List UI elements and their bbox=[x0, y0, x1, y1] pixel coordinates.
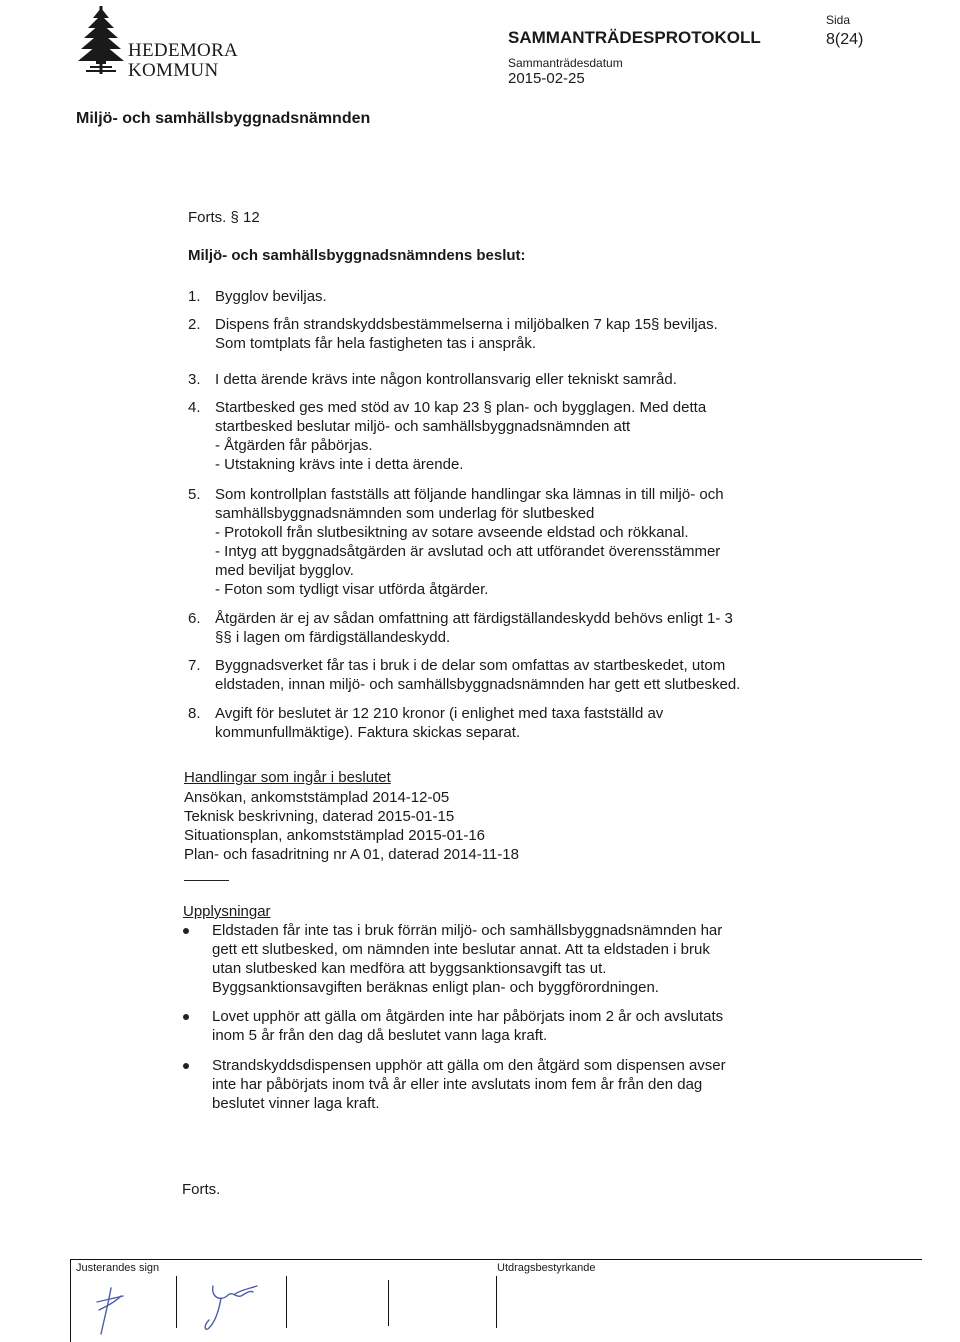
page-number: 8(24) bbox=[826, 31, 864, 48]
org-name-line2: KOMMUN bbox=[128, 60, 219, 81]
item-text-line: Byggnadsverket får tas i bruk i de delar som omfattas av startbeskedet, utom bbox=[215, 657, 726, 674]
spruce-tree-logo-icon bbox=[76, 6, 126, 74]
page-label: Sida bbox=[826, 13, 851, 27]
bullet-text-line: beslutet vinner laga kraft. bbox=[212, 1095, 380, 1112]
section-continuation: Forts. § 12 bbox=[188, 209, 260, 226]
item-text-line: eldstaden, innan miljö- och samhällsbyggnadsnämnden har gett ett slutbesked. bbox=[215, 676, 741, 693]
item-number: 4. bbox=[188, 399, 201, 416]
item-text-line: Bygglov beviljas. bbox=[215, 288, 327, 305]
item-number: 6. bbox=[188, 610, 201, 627]
committee-name: Miljö- och samhällsbyggnadsnämnden bbox=[76, 110, 371, 127]
meeting-date: 2015-02-25 bbox=[508, 70, 585, 87]
item-text-line: Som kontrollplan fastställs att följande handlingar ska lämnas in till miljö- och bbox=[215, 486, 724, 503]
attachment-item: Ansökan, ankomststämplad 2014-12-05 bbox=[184, 789, 450, 806]
info-heading: Upplysningar bbox=[183, 903, 271, 920]
bullet-text-line: gett ett slutbesked, om nämnden inte beslutar annat. Att ta eldstaden i bruk bbox=[212, 941, 710, 958]
item-text-line: - Protokoll från slutbesiktning av sotare avseende eldstad och rökkanal. bbox=[215, 524, 689, 541]
continuation-note: Forts. bbox=[182, 1181, 221, 1198]
item-text-line: §§ i lagen om färdigställandeskydd. bbox=[215, 629, 451, 646]
item-text-line: startbesked beslutar miljö- och samhällsbyggnadsnämnden att bbox=[215, 418, 631, 435]
item-text-line: I detta ärende krävs inte någon kontrollansvarig eller tekniskt samråd. bbox=[215, 371, 677, 388]
item-text-line: Som tomtplats får hela fastigheten tas i anspråk. bbox=[215, 335, 536, 352]
item-text-line: Avgift för beslutet är 12 210 kronor (i enlighet med taxa fastställd av bbox=[215, 705, 664, 722]
item-text-line: - Utstakning krävs inte i detta ärende. bbox=[215, 456, 464, 473]
item-text-line: med beviljat bygglov. bbox=[215, 562, 354, 579]
item-number: 5. bbox=[188, 486, 201, 503]
org-name-line1: HEDEMORA bbox=[128, 40, 239, 61]
meeting-date-label: Sammanträdesdatum bbox=[508, 56, 623, 70]
attachment-item: Situationsplan, ankomststämplad 2015-01-16 bbox=[184, 827, 486, 844]
document-type: SAMMANTRÄDESPROTOKOLL bbox=[508, 28, 761, 47]
sign-divider bbox=[496, 1276, 497, 1328]
item-number: 3. bbox=[188, 371, 201, 388]
item-number: 1. bbox=[188, 288, 201, 305]
bullet-dot-icon bbox=[183, 928, 189, 934]
bullet-text-line: Strandskyddsdispensen upphör att gälla om den åtgärd som dispensen avser bbox=[212, 1057, 726, 1074]
item-text-line: Åtgärden är ej av sådan omfattning att färdigställandeskydd behövs enligt 1- 3 bbox=[215, 610, 733, 627]
item-text-line: kommunfullmäktige). Faktura skickas separat. bbox=[215, 724, 521, 741]
item-number: 7. bbox=[188, 657, 201, 674]
item-text-line: Dispens från strandskyddsbestämmelserna i miljöbalken 7 kap 15§ beviljas. bbox=[215, 316, 718, 333]
item-number: 8. bbox=[188, 705, 201, 722]
bullet-text-line: Lovet upphör att gälla om åtgärden inte har påbörjats inom 2 år och avslutats bbox=[212, 1008, 724, 1025]
bullet-text-line: Byggsanktionsavgiften beräknas enligt plan- och byggförordningen. bbox=[212, 979, 659, 996]
decision-heading: Miljö- och samhällsbyggnadsnämndens beslut: bbox=[188, 247, 526, 264]
bullet-dot-icon bbox=[183, 1063, 189, 1069]
attachment-item: Teknisk beskrivning, daterad 2015-01-15 bbox=[184, 808, 455, 825]
bullet-text-line: Eldstaden får inte tas i bruk förrän miljö- och samhällsbyggnadsnämnden har bbox=[212, 922, 723, 939]
bullet-dot-icon bbox=[183, 1014, 189, 1020]
item-text-line: samhällsbyggnadsnämnden som underlag för slutbesked bbox=[215, 505, 595, 522]
bullet-text-line: utan slutbesked kan medföra att byggsanktionsavgift tas ut. bbox=[212, 960, 607, 977]
bullet-text-line: inte har påbörjats inom två år eller inte avslutats inom fem år från den dag bbox=[212, 1076, 703, 1093]
item-text-line: - Foton som tydligt visar utförda åtgärder. bbox=[215, 581, 489, 598]
divider bbox=[184, 880, 229, 881]
attachment-item: Plan- och fasadritning nr A 01, daterad 2014-11-18 bbox=[184, 846, 519, 863]
item-text-line: - Åtgärden får påbörjas. bbox=[215, 437, 373, 454]
item-text-line: Startbesked ges med stöd av 10 kap 23 § plan- och bygglagen. Med detta bbox=[215, 399, 707, 416]
extract-certification-label: Utdragsbestyrkande bbox=[497, 1262, 596, 1274]
attachments-heading: Handlingar som ingår i beslutet bbox=[184, 769, 391, 786]
item-number: 2. bbox=[188, 316, 201, 333]
bullet-text-line: inom 5 år från den dag då beslutet vann laga kraft. bbox=[212, 1027, 548, 1044]
signature-label: Justerandes sign bbox=[76, 1262, 160, 1274]
handwritten-signature bbox=[85, 1276, 405, 1336]
item-text-line: - Intyg att byggnadsåtgärden är avslutad och att utförandet överensstämmer bbox=[215, 543, 721, 560]
